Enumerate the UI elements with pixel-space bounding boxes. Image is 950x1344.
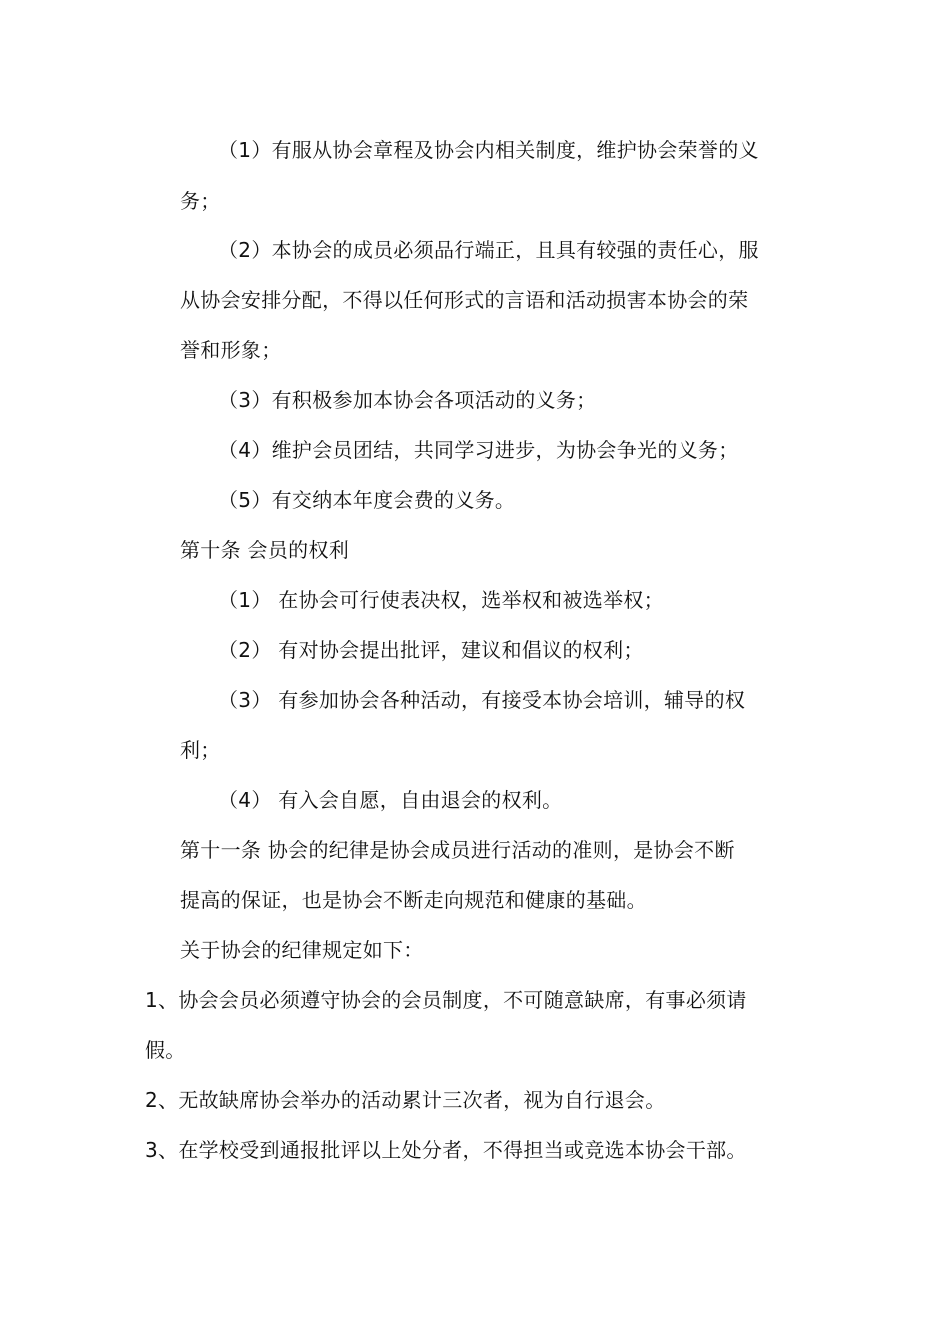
duty-item-5: （5）有交纳本年度会费的义务。 [218, 488, 516, 512]
discipline-rule-3: 3、在学校受到通报批评以上处分者，不得担当或竞选本协会干部。 [145, 1138, 747, 1162]
discipline-rule-1-line-1: 1、协会会员必须遵守协会的会员制度，不可随意缺席，有事必须请 [145, 988, 747, 1012]
discipline-rule-2: 2、无故缺席协会举办的活动累计三次者，视为自行退会。 [145, 1088, 666, 1112]
article-11-line-2: 提高的保证，也是协会不断走向规范和健康的基础。 [180, 888, 647, 912]
right-item-1: （1） 在协会可行使表决权，选举权和被选举权； [218, 588, 664, 612]
duty-item-2-line-2: 从协会安排分配，不得以任何形式的言语和活动损害本协会的荣 [180, 288, 749, 312]
duty-item-2-line-3: 誉和形象； [180, 338, 282, 362]
right-item-3-line-1: （3） 有参加协会各种活动，有接受本协会培训，辅导的权 [218, 688, 746, 712]
duty-item-2-line-1: （2）本协会的成员必须品行端正，且具有较强的责任心，服 [218, 238, 759, 262]
article-10-heading: 第十条 会员的权利 [180, 538, 350, 562]
duty-item-1-line-1: （1）有服从协会章程及协会内相关制度，维护协会荣誉的义 [218, 138, 759, 162]
discipline-intro: 关于协会的纪律规定如下： [180, 938, 424, 962]
duty-item-3: （3）有积极参加本协会各项活动的义务； [218, 388, 597, 412]
article-11-line-1: 第十一条 协会的纪律是协会成员进行活动的准则，是协会不断 [180, 838, 735, 862]
right-item-4: （4） 有入会自愿，自由退会的权利。 [218, 788, 563, 812]
duty-item-4: （4）维护会员团结，共同学习进步，为协会争光的义务； [218, 438, 739, 462]
discipline-rule-1-line-2: 假。 [145, 1038, 186, 1062]
right-item-3-line-2: 利； [180, 738, 221, 762]
duty-item-1-line-2: 务； [180, 189, 221, 213]
right-item-2: （2） 有对协会提出批评，建议和倡议的权利； [218, 638, 644, 662]
